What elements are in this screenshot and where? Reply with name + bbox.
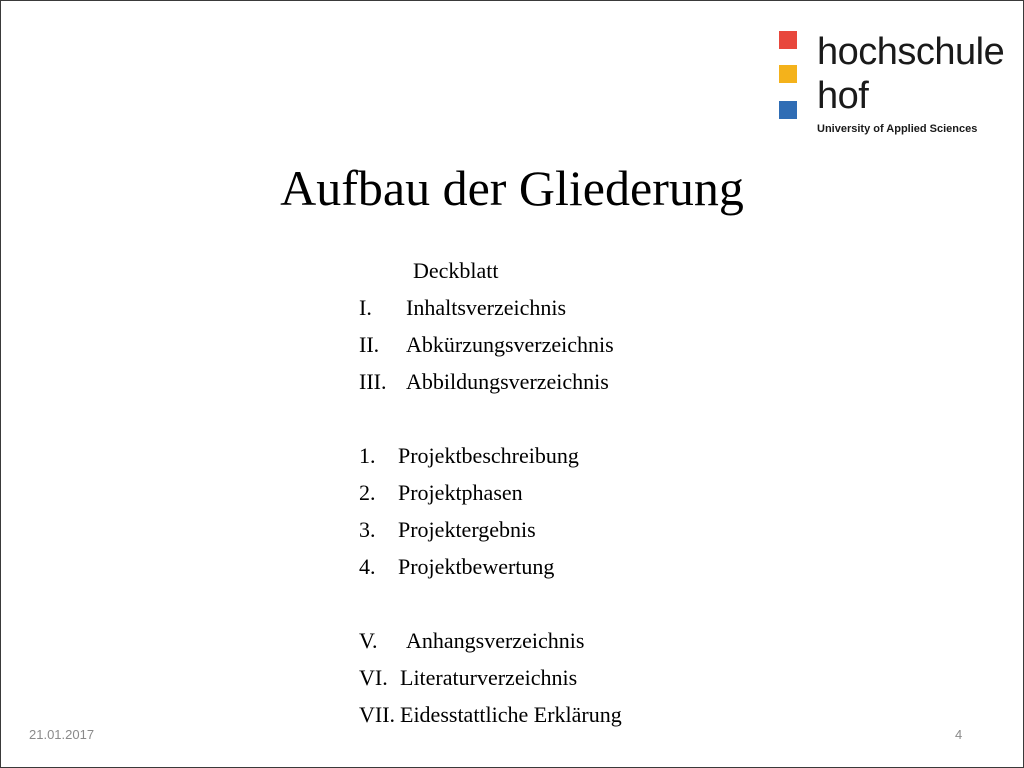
logo-word-hochschule: hochschule xyxy=(817,31,1005,73)
footer-date: 21.01.2017 xyxy=(29,727,95,742)
logo-blue-square xyxy=(779,101,797,119)
outline-item-label: Deckblatt xyxy=(413,258,499,283)
outline-item-number: VII. xyxy=(359,702,396,727)
outline-item-label: Inhaltsverzeichnis xyxy=(406,295,567,320)
outline-item-number: V. xyxy=(359,628,378,653)
outline-item-label: Anhangsverzeichnis xyxy=(406,628,585,653)
slide-title: Aufbau der Gliederung xyxy=(280,160,744,216)
hochschule-hof-logo xyxy=(779,27,1009,139)
logo-tagline: University of Applied Sciences xyxy=(817,123,978,135)
outline-item-number: VI. xyxy=(359,665,388,690)
outline-item-number: 1. xyxy=(359,443,376,468)
outline-item-label: Projektphasen xyxy=(398,480,523,505)
page-number: 4 xyxy=(955,727,963,742)
logo-red-square xyxy=(779,31,797,49)
logo-word-hof: hof xyxy=(817,75,869,117)
outline-item-number: I. xyxy=(359,295,372,320)
outline-item-label: Abbildungsverzeichnis xyxy=(406,369,609,394)
outline-item-label: Projektbeschreibung xyxy=(398,443,579,468)
outline-item-number: 4. xyxy=(359,554,376,579)
outline-item-number: II. xyxy=(359,332,380,357)
outline-item-number: III. xyxy=(359,369,387,394)
outline-item-number: 2. xyxy=(359,480,376,505)
outline-item-label: Projektbewertung xyxy=(398,554,555,579)
outline-item-label: Projektergebnis xyxy=(398,517,536,542)
logo-yellow-square xyxy=(779,65,797,83)
outline-item-label: Abkürzungsverzeichnis xyxy=(406,332,614,357)
outline-item-label: Literaturverzeichnis xyxy=(400,665,578,690)
outline-item-number: 3. xyxy=(359,517,376,542)
outline-item-label: Eidesstattliche Erklärung xyxy=(400,702,622,727)
